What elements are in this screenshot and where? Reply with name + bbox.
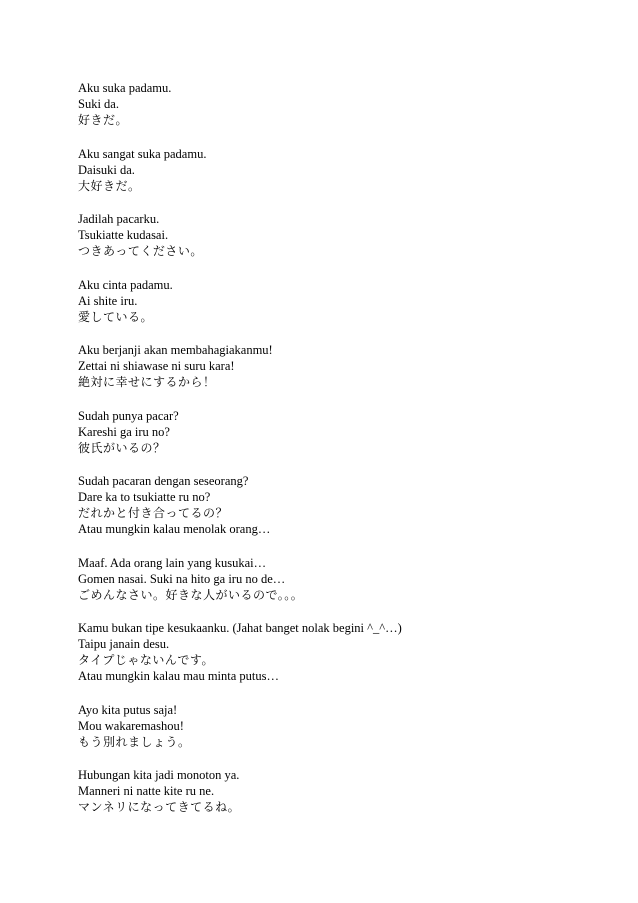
indonesian-line: Jadilah pacarku. bbox=[78, 212, 160, 226]
indonesian-line: Aku cinta padamu. bbox=[78, 277, 173, 292]
japanese-line: 彼氏がいるの？ bbox=[78, 440, 166, 455]
indonesian-line: Kamu bukan tipe kesukaanku. (Jahat banget nolak begini ^_^…) bbox=[78, 621, 402, 635]
romaji-line: Suki da. bbox=[78, 97, 119, 111]
indonesian-line: Hubungan kita jadi monoton ya. bbox=[78, 768, 240, 782]
phrase-block bbox=[78, 473, 598, 537]
romaji-line: Ai shite iru. bbox=[78, 293, 138, 308]
japanese-line: 好きだ。 bbox=[78, 113, 129, 127]
indonesian-line: Sudah pacaran dengan seseorang? bbox=[78, 474, 249, 488]
romaji-line: Zettai ni shiawase ni suru kara! bbox=[78, 359, 235, 373]
japanese-line: 絶対に幸せにするから！ bbox=[78, 375, 216, 389]
indonesian-line: Sudah punya pacar? bbox=[78, 408, 179, 423]
phrase-block bbox=[78, 702, 598, 750]
romaji-line: Tsukiatte kudasai. bbox=[78, 228, 169, 242]
phrase-block bbox=[78, 620, 598, 684]
japanese-line: ごめんなさい。好きな人がいるので。。。 bbox=[78, 587, 304, 602]
japanese-line: もう別れましょう。 bbox=[78, 734, 191, 749]
phrase-block bbox=[78, 80, 598, 128]
phrase-block bbox=[78, 342, 598, 390]
section-note: Atau mungkin kalau menolak orang… bbox=[78, 522, 271, 536]
phrase-block bbox=[78, 555, 598, 603]
indonesian-line: Aku berjanji akan membahagiakanmu! bbox=[78, 343, 273, 357]
japanese-line: マンネリになってきてるね。 bbox=[78, 800, 241, 814]
romaji-line: Manneri ni natte kite ru ne. bbox=[78, 784, 215, 798]
japanese-line: 愛している。 bbox=[78, 309, 154, 324]
section-note: Atau mungkin kalau mau minta putus… bbox=[78, 669, 280, 683]
japanese-line: 大好きだ。 bbox=[78, 178, 141, 193]
romaji-line: Daisuki da. bbox=[78, 162, 135, 177]
japanese-line: だれかと付き合ってるの？ bbox=[78, 506, 229, 520]
phrase-block bbox=[78, 767, 598, 815]
romaji-line: Mou wakaremashou! bbox=[78, 718, 184, 733]
romaji-line: Dare ka to tsukiatte ru no? bbox=[78, 490, 211, 504]
japanese-line: つきあってください。 bbox=[78, 244, 203, 258]
romaji-line: Kareshi ga iru no? bbox=[78, 424, 170, 439]
indonesian-line: Aku suka padamu. bbox=[78, 81, 172, 95]
indonesian-line: Ayo kita putus saja! bbox=[78, 702, 178, 717]
document-page bbox=[78, 80, 598, 833]
romaji-line: Gomen nasai. Suki na hito ga iru no de… bbox=[78, 571, 286, 586]
phrase-block bbox=[78, 146, 598, 194]
phrase-block bbox=[78, 277, 598, 325]
indonesian-line: Maaf. Ada orang lain yang kusukai… bbox=[78, 555, 267, 570]
japanese-line: タイプじゃないんです。 bbox=[78, 653, 214, 667]
phrase-block bbox=[78, 408, 598, 456]
romaji-line: Taipu janain desu. bbox=[78, 637, 170, 651]
indonesian-line: Aku sangat suka padamu. bbox=[78, 146, 207, 161]
phrase-block bbox=[78, 211, 598, 259]
